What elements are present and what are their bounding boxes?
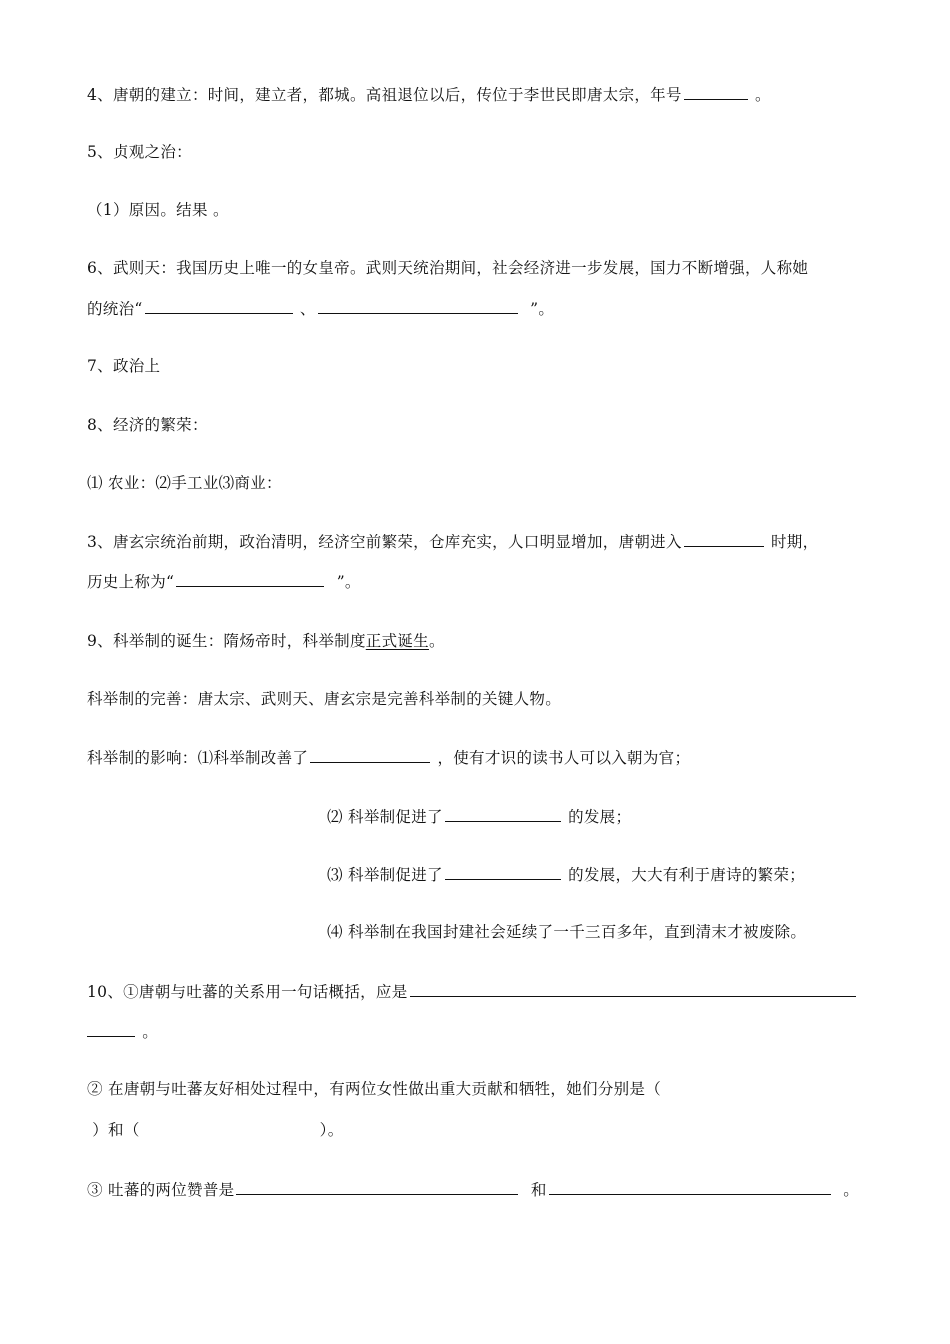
question-6-line-2: 的统治“ 、 ”。 — [87, 297, 554, 320]
question-4: 4、唐朝的建立：时间，建立者，都城。高祖退位以后，传位于李世民即唐太宗，年号 。 — [87, 83, 771, 106]
keju-impact-2: ⑵ 科举制促进了 的发展； — [327, 805, 631, 828]
question-10-line-2: ② 在唐朝与吐蕃友好相处过程中，有两位女性做出重大贡献和牺牲，她们分别是（ — [87, 1080, 662, 1098]
answer-blank[interactable] — [310, 746, 430, 763]
answer-blank[interactable] — [410, 980, 856, 997]
question-5-title: 5、贞观之治： — [87, 143, 192, 161]
answer-blank[interactable] — [145, 297, 293, 314]
keju-impact-1: 科举制的影响：⑴科举制改善了 ，使有才识的读书人可以入朝为官； — [87, 746, 690, 769]
question-7: 7、政治上 — [87, 357, 161, 375]
answer-blank[interactable] — [176, 570, 324, 587]
question-10-line-1b: 。 — [87, 1020, 158, 1043]
keju-impact-3: ⑶ 科举制促进了 的发展，大大有利于唐诗的繁荣； — [327, 863, 805, 886]
question-8-items: ⑴ 农业：⑵手工业⑶商业： — [87, 474, 282, 492]
question-3-line-2: 历史上称为“ ”。 — [87, 570, 361, 593]
keju-impact-4: ⑷ 科举制在我国封建社会延续了一千三百多年，直到清末才被废除。 — [327, 923, 807, 941]
answer-blank[interactable] — [87, 1020, 135, 1037]
question-10-line-4: ③ 吐蕃的两位赞普是 和 。 — [87, 1178, 859, 1201]
answer-blank[interactable] — [236, 1178, 518, 1195]
answer-blank[interactable] — [549, 1178, 831, 1195]
keju-perfection: 科举制的完善：唐太宗、武则天、唐玄宗是完善科举制的关键人物。 — [87, 690, 562, 708]
question-8-title: 8、经济的繁荣： — [87, 416, 208, 434]
question-10-line-1: 10、①唐朝与吐蕃的关系用一句话概括，应是 — [87, 980, 858, 1003]
answer-blank[interactable] — [684, 83, 748, 100]
question-6-line-1: 6、武则天：我国历史上唯一的女皇帝。武则天统治期间，社会经济进一步发展，国力不断增强，人称她 — [87, 259, 809, 277]
question-10-line-3: ）和（ ）。 — [92, 1121, 344, 1139]
answer-blank[interactable] — [318, 297, 518, 314]
answer-blank[interactable] — [684, 530, 764, 547]
question-9: 9、科举制的诞生：隋炀帝时，科举制度正式诞生。 — [87, 632, 445, 650]
underlined-text: 正式诞生 — [365, 632, 429, 650]
answer-blank[interactable] — [445, 863, 561, 880]
question-3-line-1: 3、唐玄宗统治前期，政治清明，经济空前繁荣，仓库充实，人口明显增加，唐朝进入 时期， — [87, 530, 818, 553]
answer-blank[interactable] — [445, 805, 561, 822]
question-5-item-1: （1）原因。结果 。 — [87, 201, 229, 219]
